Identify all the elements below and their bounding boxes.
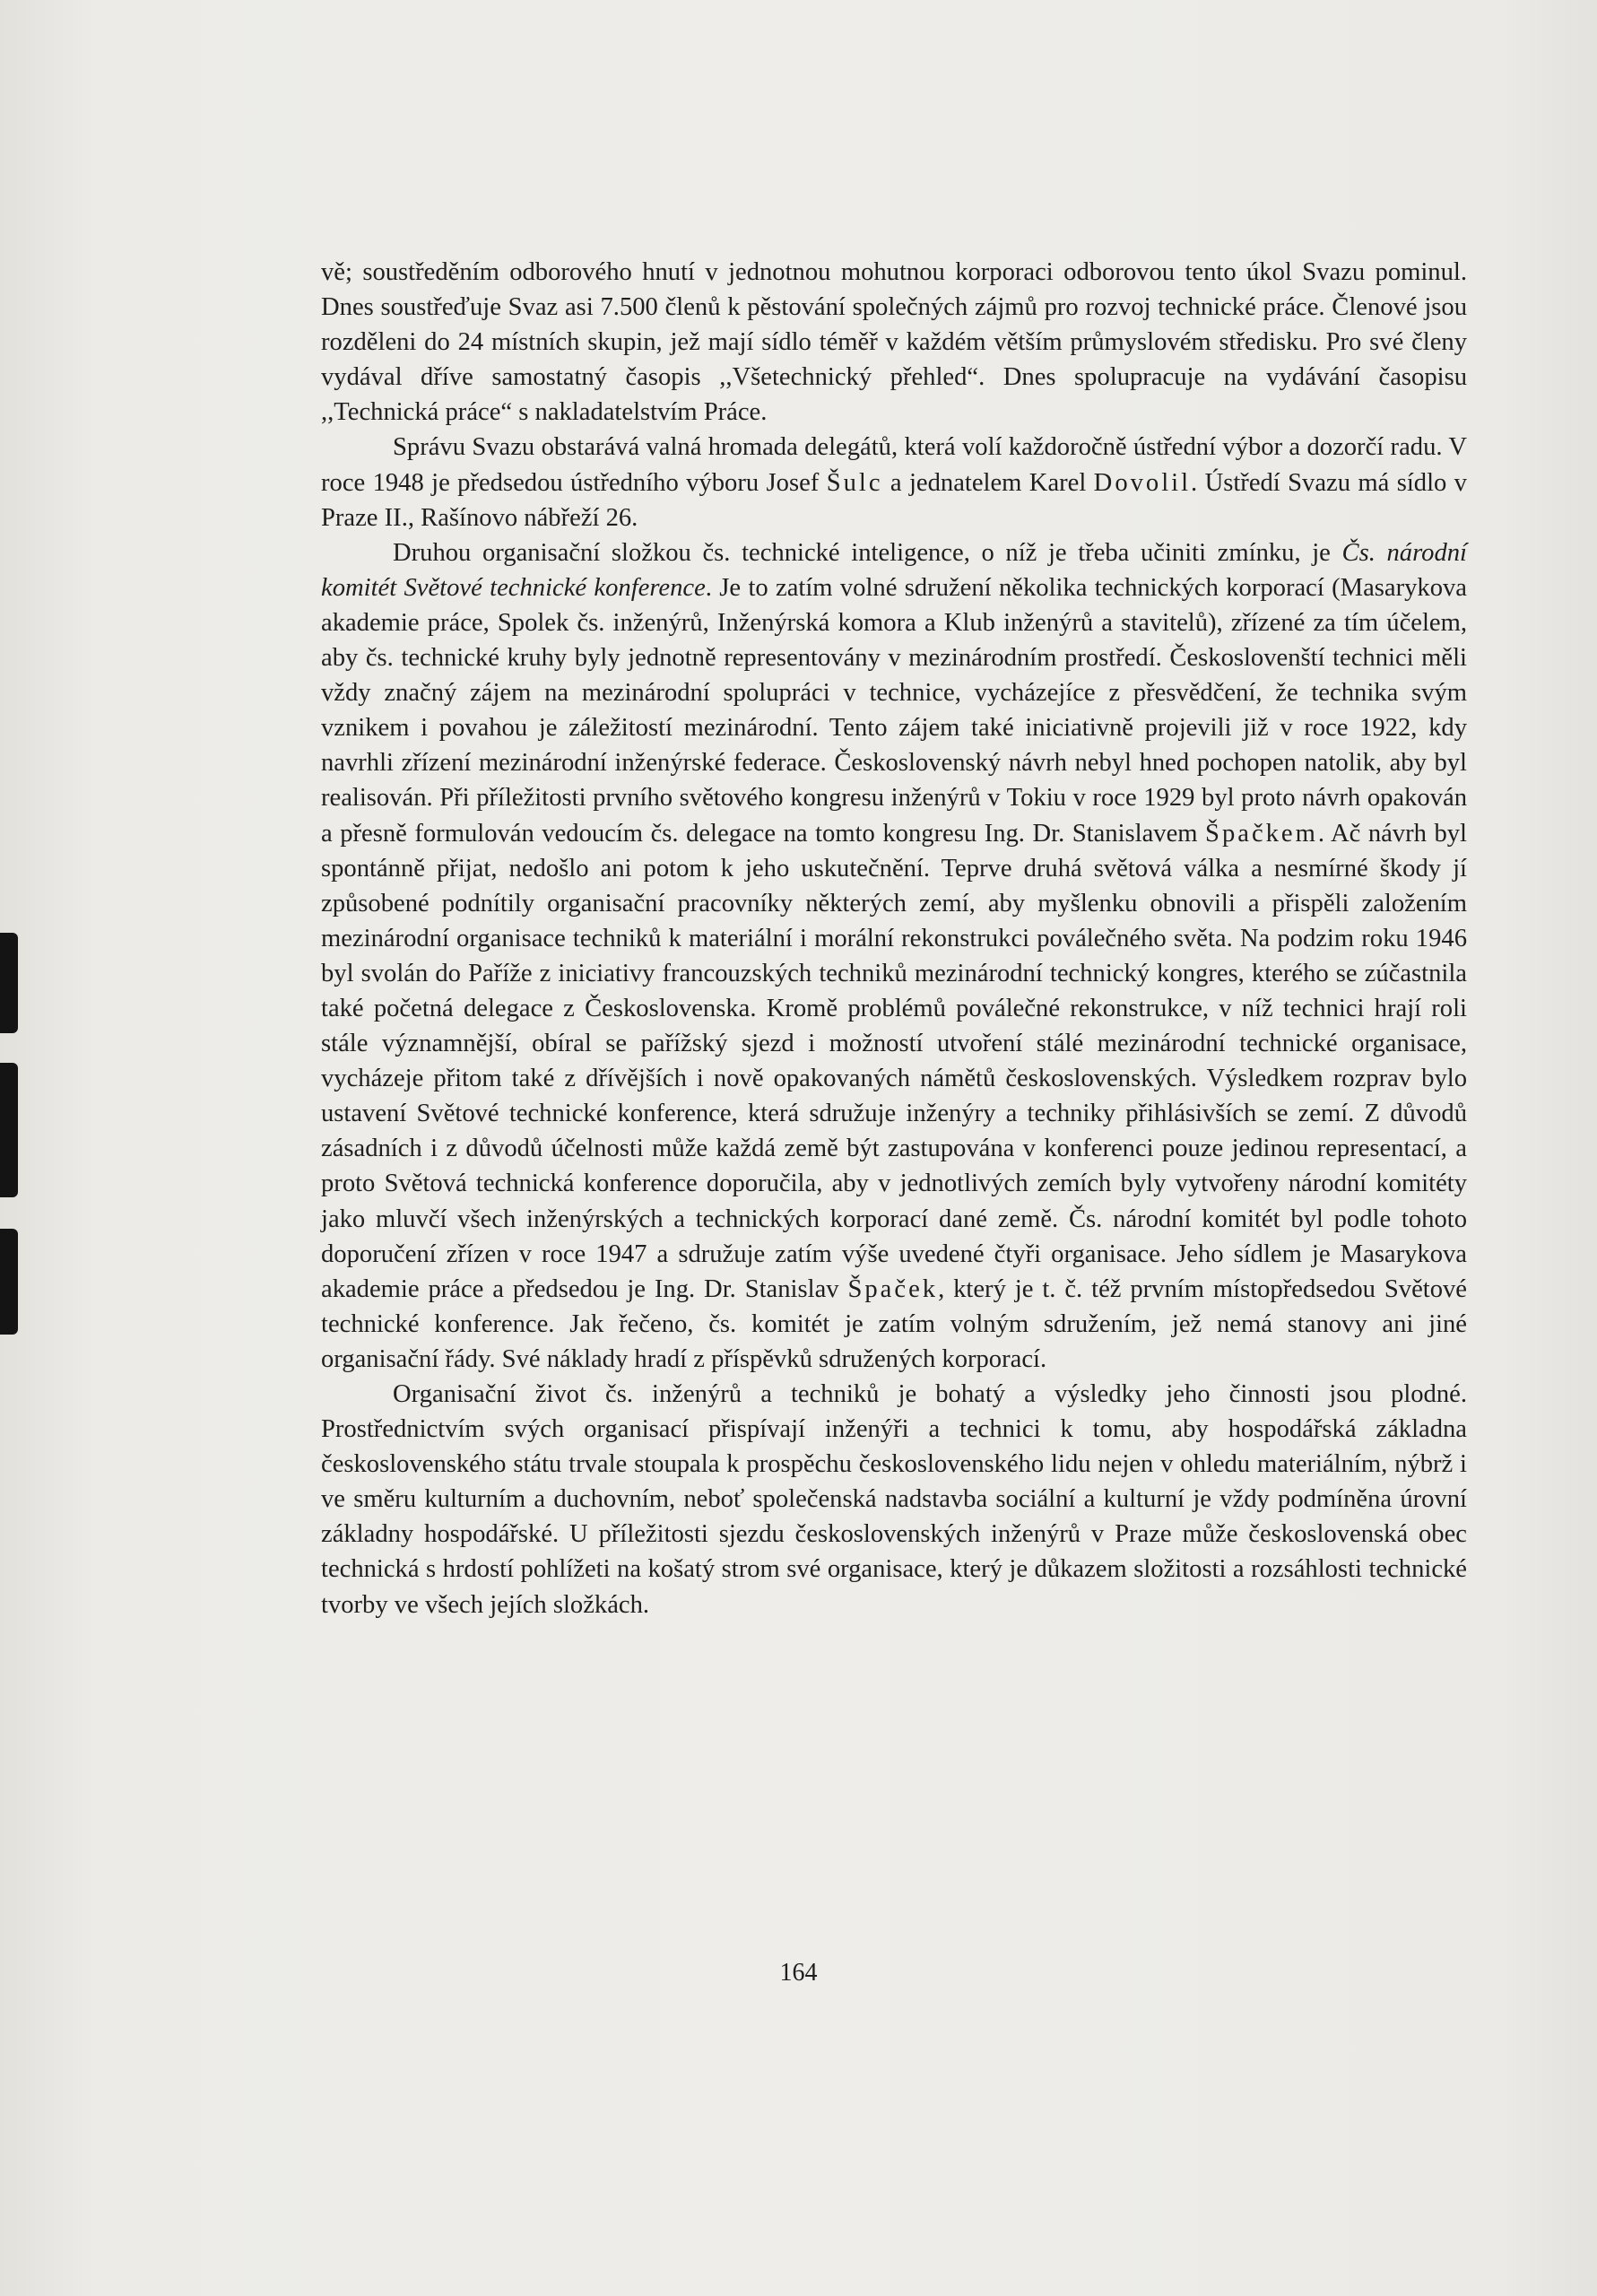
text-run: . Ústředí Svazu má sídlo v Praze II., Rašínovo nábřeží 26. [321, 468, 1467, 532]
text-run: . Ač návrh byl spontánně přijat, nedošlo ani potom k jeho uskutečnění. Teprve druhá světová válka a nesmírné škody jí způsobené podnítily organisační pracovníky některých zemí, aby myšlenku obnovili a přispěli založením mezinárodní organisace techniků k materiální i morální rekonstrukci poválečného světa. Na podzim roku 1946 byl svolán do Paříže z iniciativy francouzských techniků mezinárodní technický kongres, kterého se zúčastnila také početná delegace z Československa. Kromě problémů poválečné rekonstrukce, v níž technici hrají roli stále významnější, obíral se pařížský sjezd i možností utvoření stálé mezinárodní technické organisace, vycházeje přitom také z dřívějších i nově opakovaných námětů československých. Výsledkem rozprav bylo ustavení Světové technické konference, která sdružuje inženýry a techniky přihlásivších se zemí. Z důvodů zásadních i z důvodů účelnosti může každá země být zastupována v konferenci pouze jedinou representací, a proto Světová technická konference doporučila, aby v jednotlivých zemích byly vytvořeny národní komitéty jako mluvčí všech inženýrských a technických korporací dané země. Čs. národní komitét byl podle tohoto doporučení zřízen v roce 1947 a sdružuje zatím výše uvedené čtyři organisace. Jeho sídlem je Masarykova akademie práce a předsedou je Ing. Dr. Stanislav [321, 819, 1467, 1303]
paragraph-1 [321, 255, 1467, 430]
paragraph-3 [321, 535, 1467, 1377]
spaced-name-run: Špaček [847, 1274, 939, 1303]
spaced-name-run: Špačkem [1205, 819, 1318, 848]
binding-clip-top [0, 933, 18, 1033]
text-run: vě; soustředěním odborového hnutí v jednotnou mohutnou korporaci odborovou tento úkol Svazu pominul. Dnes soustřeďuje Svaz asi 7.500 členů k pěstování společných zájmů pro rozvoj technické práce. Členové jsou rozděleni do 24 místních skupin, jež mají sídlo téměř v každém větším průmyslovém středisku. Pro své členy vydával dříve samostatný časopis ,,Všetechnický přehled“. Dnes spolupracuje na vydávání časopisu ,,Technická práce“ s nakladatelstvím Práce. [321, 258, 1467, 427]
italic-run: Čs. národní komitét Světové technické konference [321, 538, 1467, 602]
spaced-name-run: Šulc [826, 468, 883, 497]
text-run: Organisační život čs. inženýrů a techniků je bohatý a výsledky jeho činnosti jsou plodné. Prostřednictvím svých organisací přispívají inženýři a technici k tomu, aby hospodářská základna československého státu trvale stoupala k prospěchu československého lidu nejen v ohledu materiálním, nýbrž i ve směru kulturním a duchovním, neboť společenská nadstavba sociální a kulturní je vždy podmíněna úrovní základny hospodářské. U příležitosti sjezdu československých inženýrů v Praze může československá obec technická s hrdostí pohlížeti na košatý strom své organisace, který je důkazem složitosti a rozsáhlosti technické tvorby ve všech jejích složkách. [321, 1380, 1467, 1619]
text-run: Druhou organisační složkou čs. technické inteligence, o níž je třeba učiniti zmínku, je [393, 538, 1342, 567]
spaced-name-run: Dovolil [1093, 468, 1192, 497]
binding-clip-middle [0, 1063, 18, 1197]
body-text [321, 255, 1467, 1622]
paragraph-2 [321, 430, 1467, 535]
text-run: Správu Svazu obstarává valná hromada delegátů, která volí každoročně ústřední výbor a dozorčí radu. V roce 1948 je předsedou ústředního výboru Josef [321, 433, 1467, 497]
page-number: 164 [779, 1959, 818, 1987]
text-run: , který je t. č. též prvním místopředsedou Světové technické konference. Jak řečeno, čs. komitét je zatím volným sdružením, jež nemá stanovy ani jiné organisační řády. Své náklady hradí z příspěvků sdružených korporací. [321, 1274, 1467, 1373]
text-run: . Je to zatím volné sdružení několika technických korporací (Masarykova akademie práce, Spolek čs. inženýrů, Inženýrská komora a Klub inženýrů a stavitelů), zřízené za tím účelem, aby čs. technické kruhy byly jednotně representovány v mezinárodním prostředí. Českoslovenští technici měli vždy značný zájem na mezinárodní spolupráci v technice, vycházejíce z přesvědčení, že technika svým vznikem i povahou je záležitostí mezinárodní. Tento zájem také iniciativně projevili již v roce 1922, kdy navrhli zřízení mezinárodní inženýrské federace. Československý návrh nebyl hned pochopen natolik, aby byl realisován. Při příležitosti prvního světového kongresu inženýrů v Tokiu v roce 1929 byl proto návrh opakován a přesně formulován vedoucím čs. delegace na tomto kongresu Ing. Dr. Stanislavem [321, 573, 1467, 848]
paragraph-4 [321, 1377, 1467, 1622]
text-run: a jednatelem Karel [882, 468, 1094, 497]
binding-clip-bottom [0, 1229, 18, 1335]
